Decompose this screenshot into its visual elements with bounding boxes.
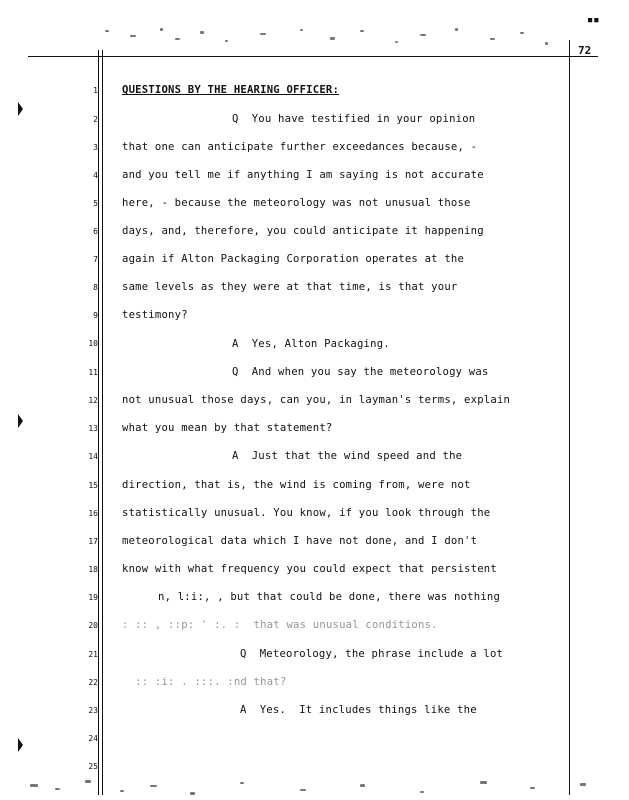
margin-punch-mark (18, 738, 23, 752)
transcript-line: here, - because the meteorology was not unusual those (122, 197, 471, 209)
transcript-line: direction, that is, the wind is coming from, were not (122, 479, 471, 491)
line-number: 6 (93, 227, 98, 236)
line-number: 25 (88, 762, 98, 771)
transcript-line: that one can anticipate further exceedances because, - (122, 141, 478, 153)
line-number: 5 (93, 199, 98, 208)
line-number: 11 (88, 368, 98, 377)
line-number: 22 (88, 678, 98, 687)
transcript-line: and you tell me if anything I am saying is not accurate (122, 169, 484, 181)
left-margin-line-outer (98, 50, 99, 795)
line-number: 8 (93, 283, 98, 292)
transcript-line: A Yes, Alton Packaging. (232, 338, 390, 350)
line-number: 15 (88, 481, 98, 490)
line-number: 4 (93, 171, 98, 180)
transcript-line: : :: , ::p: ' :. : that was unusual conditions. (122, 619, 438, 631)
header-rule (28, 56, 598, 57)
scan-noise-bottom (0, 770, 629, 800)
line-number: 7 (93, 255, 98, 264)
transcript-line: n, l:i:, , but that could be done, there was nothing (158, 591, 501, 603)
line-number: 1 (93, 86, 98, 95)
line-number: 12 (88, 396, 98, 405)
line-number: 13 (88, 424, 98, 433)
transcript-line: statistically unusual. You know, if you look through the (122, 507, 491, 519)
transcript-line: Q And when you say the meteorology was (232, 366, 489, 378)
right-margin-line (569, 40, 570, 795)
line-number: 18 (88, 565, 98, 574)
line-number: 2 (93, 115, 98, 124)
margin-punch-mark (18, 414, 23, 428)
transcript-line: testimony? (122, 309, 188, 321)
line-number: 19 (88, 593, 98, 602)
transcript-line: meteorological data which I have not done, and I don't (122, 535, 478, 547)
transcript-line: Q You have testified in your opinion (232, 113, 476, 125)
transcript-line: what you mean by that statement? (122, 422, 333, 434)
transcript-line: A Just that the wind speed and the (232, 450, 463, 462)
line-number: 14 (88, 452, 98, 461)
transcript-line: again if Alton Packaging Corporation operates at the (122, 253, 465, 265)
line-number: 23 (88, 706, 98, 715)
line-number: 9 (93, 311, 98, 320)
line-number: 3 (93, 143, 98, 152)
line-number: 20 (88, 621, 98, 630)
line-number: 17 (88, 537, 98, 546)
transcript-line: days, and, therefore, you could anticipate it happening (122, 225, 484, 237)
corner-mark: ■■ (588, 16, 601, 24)
scan-noise-top (0, 0, 629, 60)
transcript-line: :: :i: . :::. :nd that? (122, 676, 287, 688)
margin-punch-mark (18, 102, 23, 116)
line-number: 21 (88, 650, 98, 659)
transcript-line: know with what frequency you could expect that persistent (122, 563, 497, 575)
transcript-line: Q Meteorology, the phrase include a lot (240, 648, 504, 660)
transcript-line: not unusual those days, can you, in layman's terms, explain (122, 394, 511, 406)
line-number: 10 (88, 339, 98, 348)
left-margin-line-inner (102, 50, 103, 795)
line-number: 24 (88, 734, 98, 743)
section-heading: QUESTIONS BY THE HEARING OFFICER: (122, 84, 340, 96)
page-number: 72 (578, 44, 592, 57)
line-number: 16 (88, 509, 98, 518)
transcript-line: same levels as they were at that time, is that your (122, 281, 458, 293)
transcript-line: A Yes. It includes things like the (240, 704, 477, 716)
